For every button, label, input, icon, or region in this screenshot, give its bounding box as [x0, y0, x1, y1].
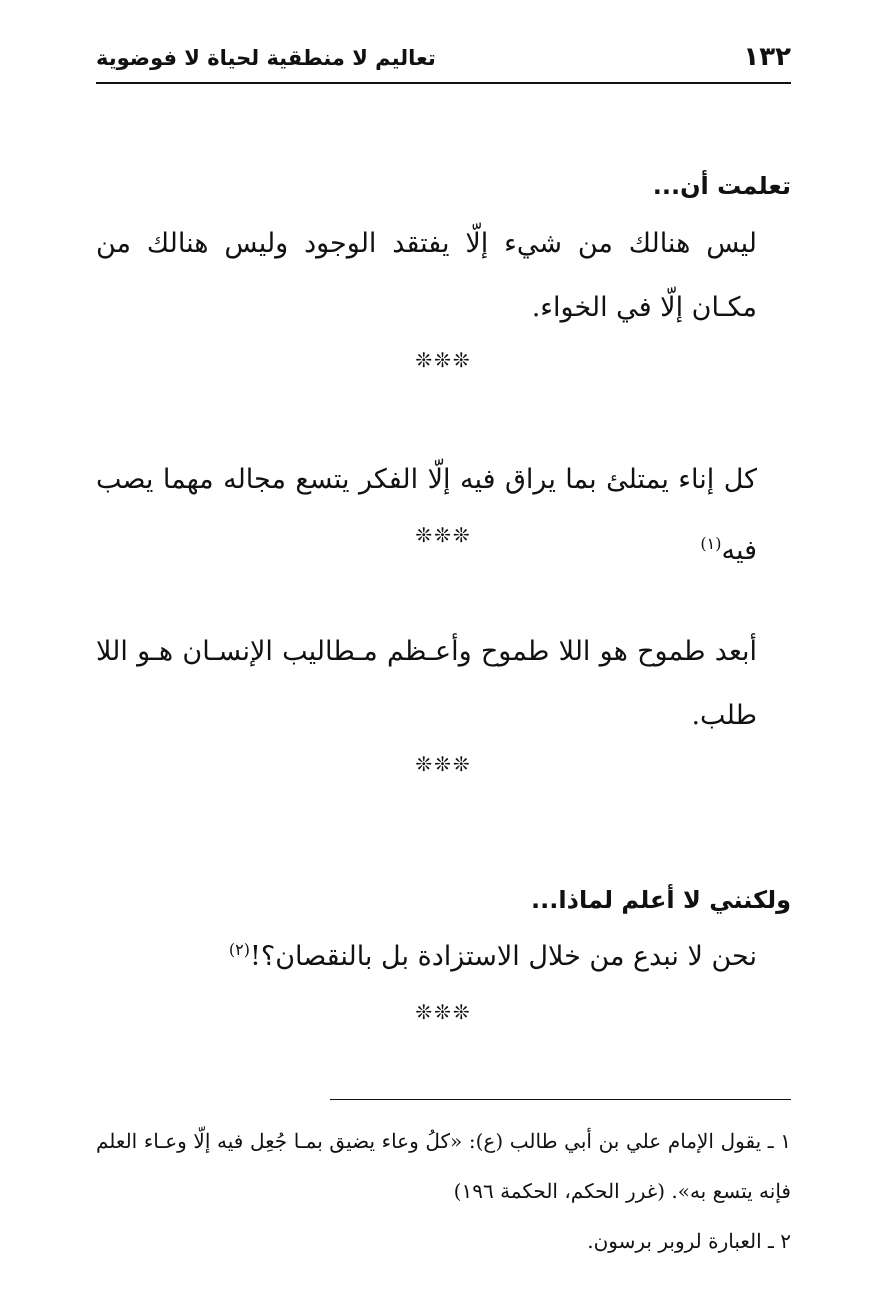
section-heading: تعلمت أن... [652, 172, 791, 200]
footnote-divider [330, 1099, 791, 1100]
paragraph: أبعد طموح هو اللا طموح وأعـظم مـطاليب الإنسـان هـو اللا طلب. [96, 636, 757, 731]
paragraph-text: كل إناء يمتلئ بما يراق فيه إلّا الفكر يتسع مجاله مهما يصب فيه [96, 464, 757, 566]
page-number: ١٣٢ [743, 42, 791, 72]
section-3 [96, 620, 791, 748]
running-header [96, 38, 791, 84]
footnote-2: ٢ ـ العبارة لروبر برسون. [587, 1229, 791, 1253]
paragraph [96, 448, 791, 583]
running-title: تعاليم لا منطقية لحياة لا فوضوية [96, 46, 436, 70]
footnote-1: ١ ـ يقول الإمام علي بن أبي طالب (ع): «كلُ وعاء يضيق بمـا جُعِل فيه إلّا وعـاء العلم فإنه يتسع به». (غرر الحكم، الحكمة ١٩٦) [96, 1129, 791, 1203]
footnotes [96, 1116, 791, 1266]
section-heading: ولكنني لا أعلم لماذا... [531, 886, 791, 914]
footnote-ref: (٢) [228, 940, 251, 959]
paragraph: ليس هنالك من شيء إلّا يفتقد الوجود وليس هنالك من مكـان إلّا في الخواء. [96, 228, 757, 323]
separator-stars: ❊❊❊ [415, 523, 472, 547]
section-4 [96, 886, 791, 989]
footnote-ref: (١) [700, 534, 722, 553]
section-1 [96, 172, 791, 340]
separator-stars: ❊❊❊ [415, 1000, 472, 1024]
separator-stars: ❊❊❊ [415, 348, 472, 372]
paragraph [96, 918, 791, 989]
separator-stars: ❊❊❊ [415, 752, 472, 776]
section-2 [96, 448, 791, 583]
paragraph-text: نحن لا نبدع من خلال الاستزادة بل بالنقصان؟! [250, 941, 757, 972]
